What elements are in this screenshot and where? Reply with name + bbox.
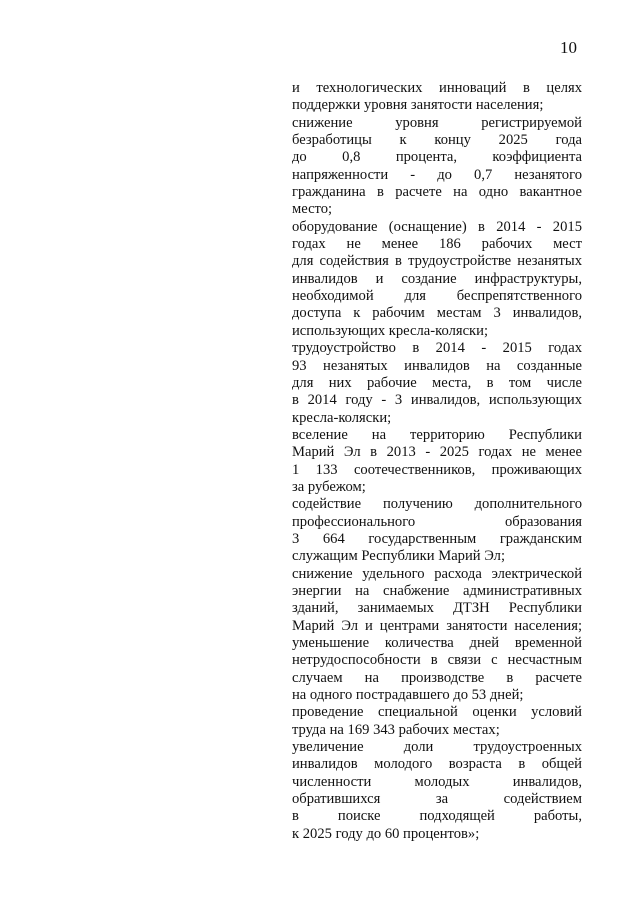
text-line: и технологических инноваций в целях bbox=[292, 80, 582, 96]
text-line: проведение специальной оценки условий bbox=[292, 704, 582, 721]
text-line: профессионального образования bbox=[292, 513, 582, 530]
text-line: Марий Эл в 2013 - 2025 годах не менее bbox=[292, 444, 582, 461]
text-line: доступа к рабочим местам 3 инвалидов, bbox=[292, 305, 582, 322]
text-line: снижение удельного расхода электрической bbox=[292, 565, 582, 582]
text-line: использующих кресла-коляски; bbox=[292, 322, 488, 339]
text-line: необходимой для беспрепятственного bbox=[292, 288, 582, 305]
text-line: 1 133 соотечественников, проживающих bbox=[292, 461, 582, 478]
text-line: на одного пострадавшего до 53 дней; bbox=[292, 687, 524, 704]
text-line: случаем на производстве в расчете bbox=[292, 669, 582, 686]
text-line: инвалидов молодого возраста в общей bbox=[292, 756, 582, 773]
text-line: кресла-коляски; bbox=[292, 409, 392, 426]
text-line: для содействия в трудоустройстве незанятых bbox=[292, 253, 582, 270]
text-line: уменьшение количества дней временной bbox=[292, 635, 582, 651]
text-line: снижение уровня регистрируемой bbox=[292, 114, 582, 131]
text-line: безработицы к концу 2025 года bbox=[292, 132, 582, 149]
text-line: вселение на территорию Республики bbox=[292, 426, 582, 443]
text-line: к 2025 году до 60 процентов»; bbox=[292, 825, 480, 842]
text-line: за рубежом; bbox=[292, 478, 366, 495]
text-line: зданий, занимаемых ДТЗН Республики bbox=[292, 600, 582, 617]
text-line: нетрудоспособности в связи с несчастным bbox=[292, 652, 582, 669]
text-line: в 2014 году - 3 инвалидов, использующих bbox=[292, 392, 582, 409]
text-line: служащим Республики Марий Эл; bbox=[292, 548, 506, 565]
text-column bbox=[292, 80, 582, 843]
text-line: содействие получению дополнительного bbox=[292, 496, 582, 513]
text-line: увеличение доли трудоустроенных bbox=[292, 739, 582, 756]
page-number: 10 bbox=[560, 38, 577, 57]
text-line: энергии на снабжение административных bbox=[292, 582, 582, 599]
text-line: в поиске подходящей работы, bbox=[292, 808, 582, 825]
text-line: инвалидов и создание инфраструктуры, bbox=[292, 270, 582, 287]
text-line: для них рабочие места, в том числе bbox=[292, 374, 582, 391]
text-line: напряженности - до 0,7 незанятого bbox=[292, 166, 582, 183]
text-line: 3 664 государственным гражданским bbox=[292, 530, 582, 547]
text-line: Марий Эл и центрами занятости населения; bbox=[292, 617, 582, 634]
text-line: трудоустройство в 2014 - 2015 годах bbox=[292, 340, 582, 357]
text-line: обратившихся за содействием bbox=[292, 791, 582, 808]
text-line: оборудование (оснащение) в 2014 - 2015 bbox=[292, 218, 582, 235]
text-line: численности молодых инвалидов, bbox=[292, 773, 582, 790]
text-line: гражданина в расчете на одно вакантное bbox=[292, 184, 582, 201]
text-line: место; bbox=[292, 201, 333, 218]
text-line: годах не менее 186 рабочих мест bbox=[292, 236, 582, 253]
text-line: труда на 169 343 рабочих местах; bbox=[292, 721, 500, 738]
text-line: до 0,8 процента, коэффициента bbox=[292, 149, 582, 166]
text-line: 93 незанятых инвалидов на созданные bbox=[292, 357, 582, 374]
text-line: поддержки уровня занятости населения; bbox=[292, 97, 544, 114]
